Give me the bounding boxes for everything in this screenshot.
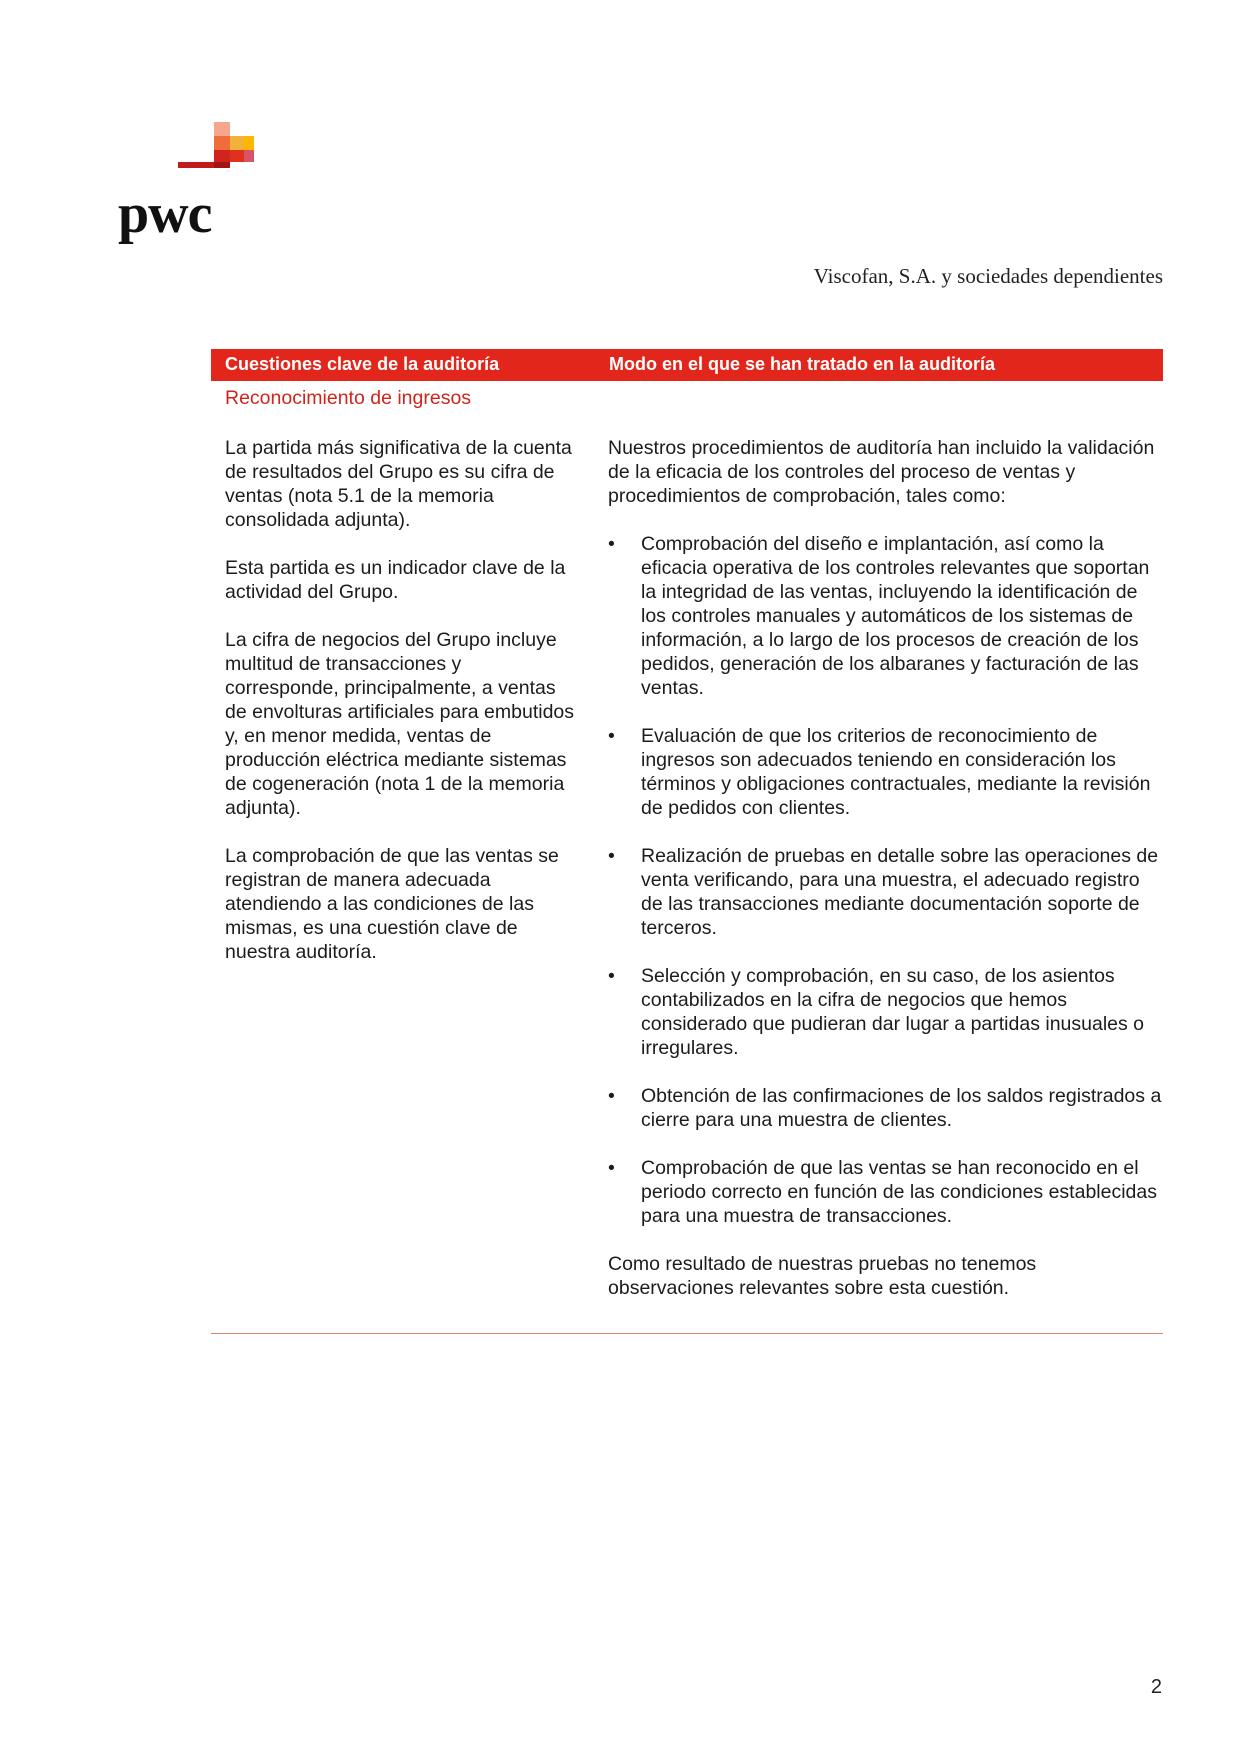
bullet-icon: • [608, 1085, 615, 1107]
bullet-icon: • [608, 965, 615, 987]
bullet-icon: • [608, 1157, 615, 1179]
left-paragraph: Esta partida es un indicador clave de la actividad del Grupo. [225, 557, 566, 603]
pwc-logo-text: pwc [118, 183, 212, 245]
list-item-text: Comprobación de que las ventas se han reconocido en el periodo correcto en función de las condiciones establecidas para una muestra de transacciones. [641, 1157, 1157, 1227]
bullet-icon: • [608, 725, 615, 747]
list-item [608, 964, 1163, 1060]
right-intro: Nuestros procedimientos de auditoría han incluido la validación de la eficacia de los controles del proceso de ventas y procedimientos de comprobación, tales como: [608, 437, 1155, 507]
pwc-logo-icon [118, 120, 278, 190]
list-item-text: Selección y comprobación, en su caso, de los asientos contabilizados en la cifra de negocios que hemos considerado que pudieran dar lugar a partidas inusuales o irregulares. [641, 965, 1145, 1059]
list-item [608, 1156, 1163, 1228]
pwc-logo [118, 120, 278, 250]
page-number: 2 [1150, 1676, 1162, 1698]
table-header-bar [211, 349, 1163, 381]
list-item-text: Realización de pruebas en detalle sobre las operaciones de venta verificando, para una muestra, el adecuado registro de las transacciones mediante documentación soporte de terceros. [641, 845, 1159, 939]
bullet-icon: • [608, 845, 615, 867]
bottom-divider [211, 1333, 1163, 1334]
section-subtitle: Reconocimiento de ingresos [225, 387, 472, 409]
right-conclusion: Como resultado de nuestras pruebas no tenemos observaciones relevantes sobre esta cuestión. [608, 1253, 1037, 1299]
header-audit-response: Modo en el que se han tratado en la auditoría [609, 354, 996, 374]
left-paragraph: La cifra de negocios del Grupo incluye multitud de transacciones y corresponde, principalmente, a ventas de envolturas artificiales para embutidos y, en menor medida, ventas de producción eléctrica mediante sistemas de cogeneración (nota 1 de la memoria adjunta). [225, 629, 575, 819]
list-item [608, 532, 1163, 700]
list-item-text: Obtención de las confirmaciones de los saldos registrados a cierre para una muestra de clientes. [641, 1085, 1162, 1131]
list-item [608, 724, 1163, 820]
right-column [608, 436, 1163, 1324]
bullet-icon: • [608, 533, 615, 555]
company-name: Viscofan, S.A. y sociedades dependientes [813, 264, 1163, 288]
list-item-text: Evaluación de que los criterios de reconocimiento de ingresos son adecuados teniendo en consideración los términos y obligaciones contractuales, mediante la revisión de pedidos con clientes. [641, 725, 1151, 819]
list-item-text: Comprobación del diseño e implantación, así como la eficacia operativa de los controles relevantes que soportan la integridad de las ventas, incluyendo la identificación de los controles manuales y automáticos de los sistemas de información, a lo largo de los procesos de creación de los pedidos, generación de los albaranes y facturación de las ventas. [641, 533, 1150, 699]
left-paragraph: La comprobación de que las ventas se registran de manera adecuada atendiendo a las condiciones de las mismas, es una cuestión clave de nuestra auditoría. [225, 845, 559, 963]
list-item [608, 844, 1163, 940]
left-column [225, 436, 580, 988]
list-item [608, 1084, 1163, 1132]
header-key-audit-matters: Cuestiones clave de la auditoría [225, 354, 500, 374]
left-paragraph: La partida más significativa de la cuenta de resultados del Grupo es su cifra de ventas (nota 5.1 de la memoria consolidada adjunta). [225, 437, 572, 531]
procedure-list [608, 532, 1163, 1228]
